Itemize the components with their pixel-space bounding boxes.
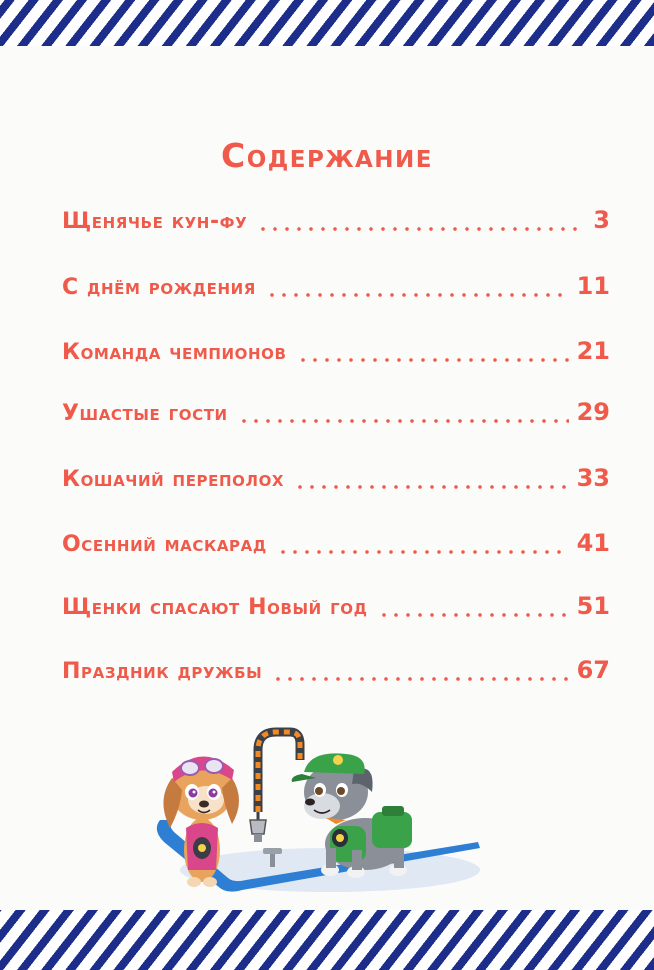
- toc-dot-leader: [266, 293, 569, 297]
- toc-dot-leader: [272, 677, 568, 681]
- bottom-stripe-border: [0, 910, 654, 970]
- toc-entry[interactable]: [62, 206, 610, 236]
- toc-entry-label: Команда чемпионов: [62, 340, 287, 365]
- toc-entry-page: 67: [576, 656, 610, 684]
- puppies-with-crane-icon: [150, 720, 490, 900]
- toc-entry-label: Кошачий переполох: [62, 467, 285, 492]
- toc-dot-leader: [297, 358, 569, 362]
- toc-entry-page: 3: [593, 206, 610, 234]
- toc-dot-leader: [294, 485, 569, 489]
- toc-entry-page: 11: [576, 272, 610, 300]
- toc-dot-leader: [378, 613, 569, 617]
- toc-dot-leader: [238, 419, 569, 423]
- toc-entry-label: Ушастые гости: [62, 401, 228, 426]
- toc-entry[interactable]: [62, 337, 610, 367]
- toc-entry[interactable]: [62, 656, 610, 686]
- toc-entry-page: 41: [576, 529, 610, 557]
- toc-entry-page: 33: [576, 464, 610, 492]
- toc-entry-label: Щенки спасают Новый год: [62, 595, 368, 620]
- toc-entry-page: 51: [576, 592, 610, 620]
- toc-entry-label: Щенячье кун-фу: [62, 209, 248, 234]
- toc-entry-label: С днём рождения: [62, 275, 256, 300]
- top-stripe-border: [0, 0, 654, 46]
- toc-entry[interactable]: [62, 398, 610, 428]
- toc-entry[interactable]: [62, 592, 610, 622]
- toc-dot-leader: [277, 550, 569, 554]
- toc-entry[interactable]: [62, 529, 610, 559]
- toc-dot-leader: [257, 227, 585, 231]
- toc-entry[interactable]: [62, 464, 610, 494]
- page-title: Содержание: [221, 136, 433, 175]
- toc-entry-page: 29: [576, 398, 610, 426]
- toc-entry-label: Осенний маскарад: [62, 532, 267, 557]
- toc-entry-label: Праздник дружбы: [62, 659, 263, 684]
- toc-entry[interactable]: [62, 272, 610, 302]
- toc-entry-page: 21: [576, 337, 610, 365]
